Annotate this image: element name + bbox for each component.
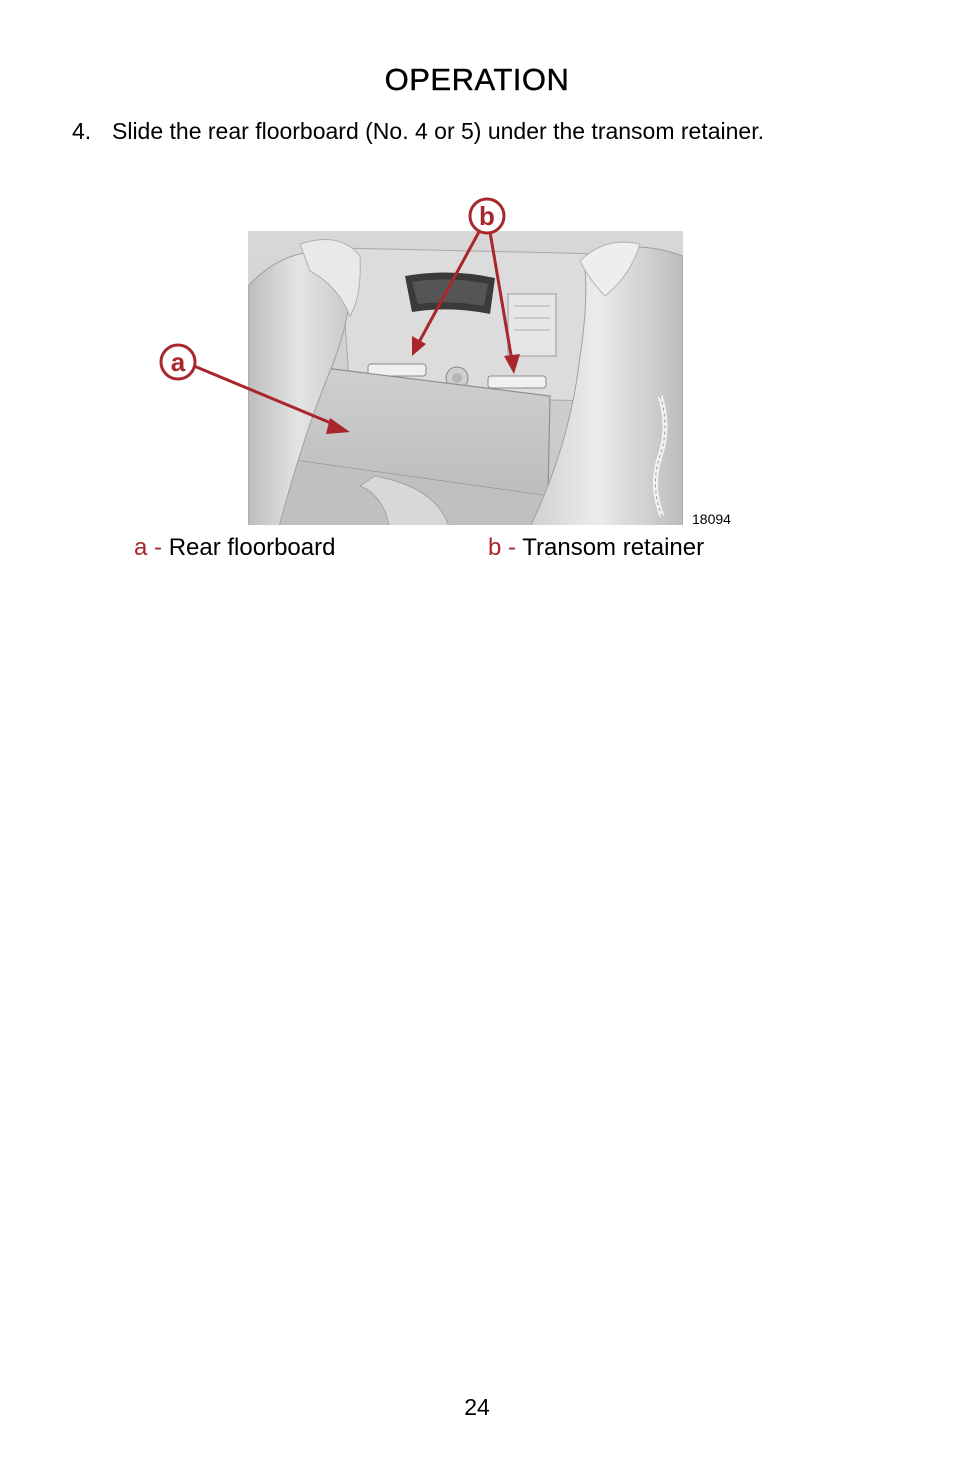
legend-key-a: a - xyxy=(134,534,163,561)
page-title: OPERATION xyxy=(384,62,570,97)
legend-item-a xyxy=(134,534,335,562)
page-number: 24 xyxy=(464,1394,490,1420)
step-number: 4. xyxy=(72,118,92,144)
boat-floorboard-figure xyxy=(150,196,750,536)
callout-a-letter: a xyxy=(170,347,186,377)
photo xyxy=(248,231,683,531)
instruction-step xyxy=(72,116,824,147)
step-text: Slide the rear floorboard (No. 4 or 5) under the transom retainer. xyxy=(112,118,765,144)
legend-label-a: Rear floorboard xyxy=(168,534,336,561)
legend-item-b xyxy=(488,534,704,562)
figure-illustration xyxy=(150,196,750,536)
figure-number: 18094 xyxy=(692,511,731,527)
legend-key-b: b - xyxy=(488,534,517,561)
callout-b-letter: b xyxy=(479,201,495,231)
legend-label-b: Transom retainer xyxy=(522,534,705,561)
